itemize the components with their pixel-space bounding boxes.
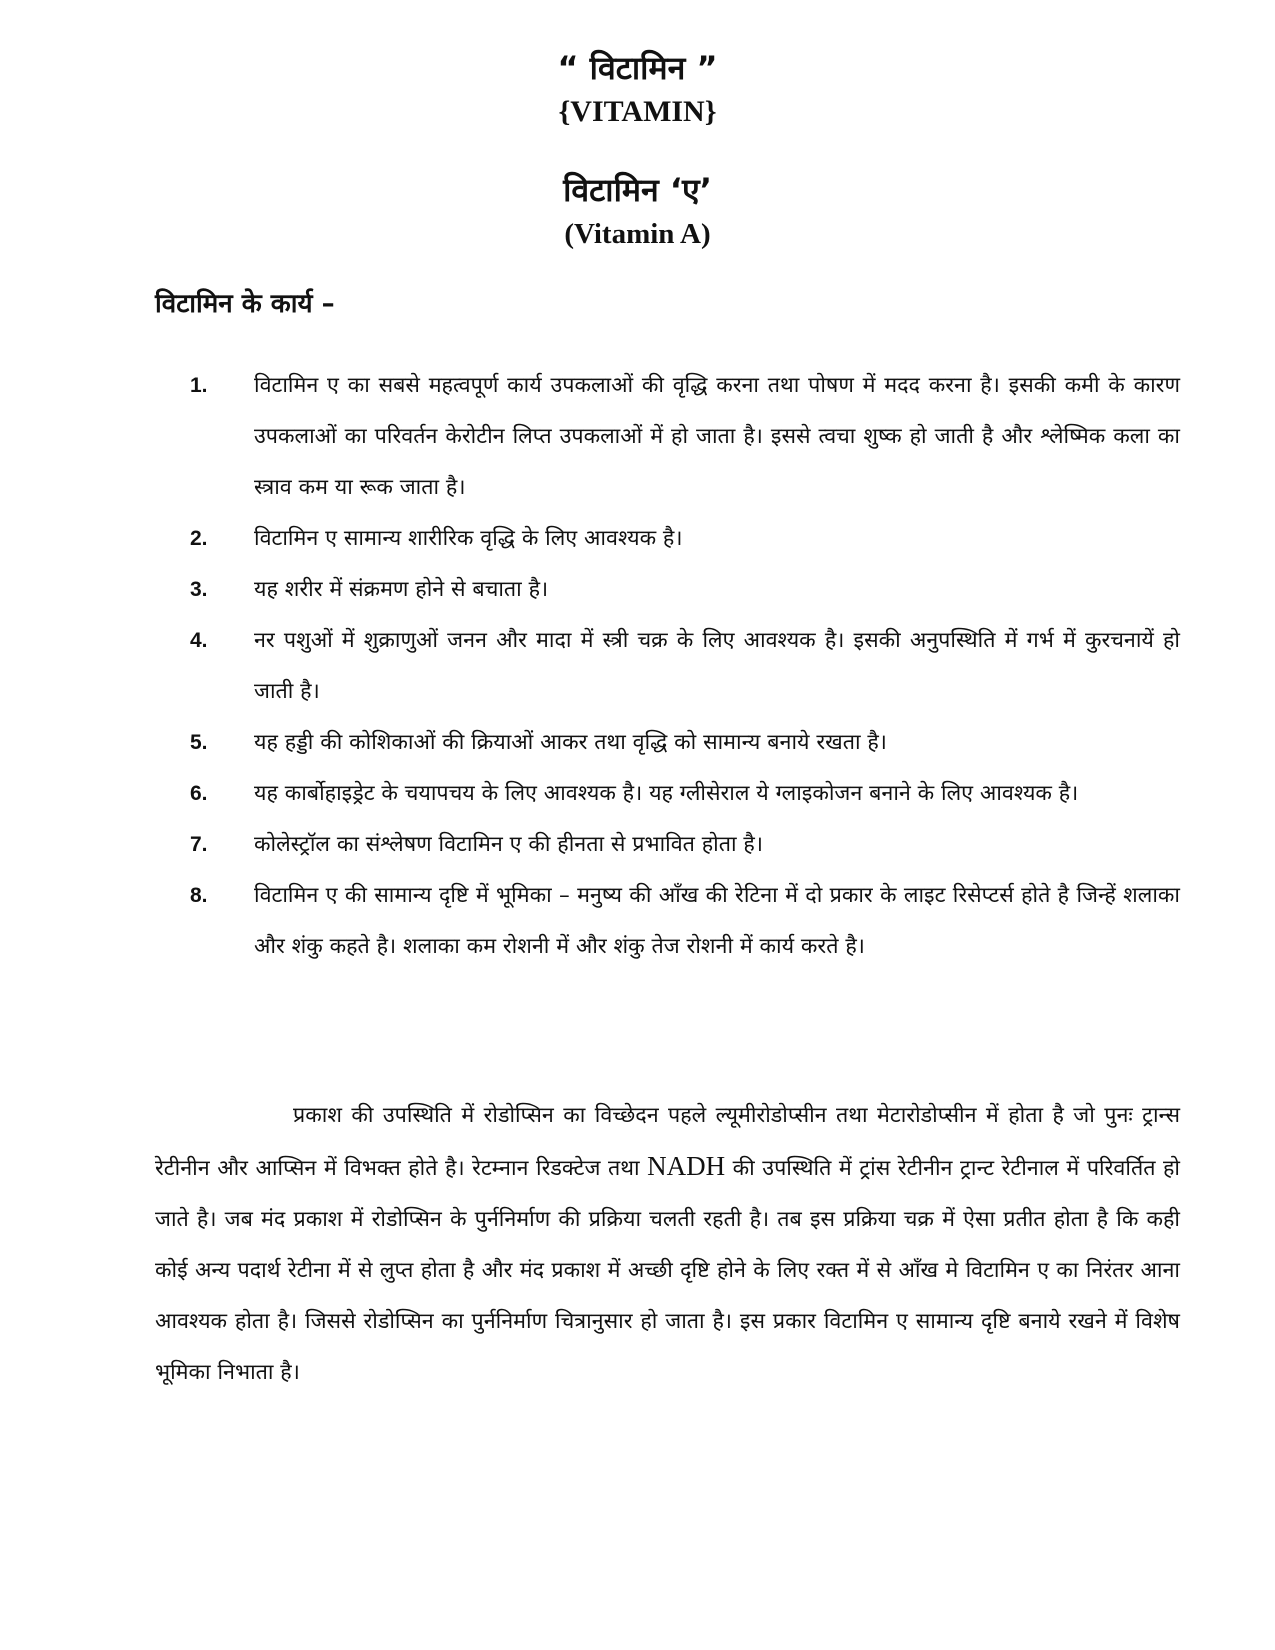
document-title-hindi: “ विटामिन ”	[557, 49, 718, 87]
list-item-text: नर पशुओं में शुक्राणुओं जनन और मादा में स्त्री चक्र के लिए आवश्यक है। इसकी अनुपस्थिति में गर्भ में कुरचनायें हो जाती है।	[254, 628, 1180, 704]
list-item-text: कोलेस्ट्रॉल का संश्लेषण विटामिन ए की हीनता से प्रभावित होता है।	[254, 832, 763, 857]
list-item-number: 3.	[190, 578, 208, 601]
list-item	[190, 564, 1180, 615]
list-item-text: यह कार्बोहाइड्रेट के चयापचय के लिए आवश्यक है। यह ग्लीसेराल ये ग्लाइकोजन बनाने के लिए आवश्यक है।	[254, 781, 1079, 806]
list-item-number: 4.	[190, 629, 208, 652]
list-item-number: 8.	[190, 884, 208, 907]
list-item-number: 6.	[190, 782, 208, 805]
list-item-text: विटामिन ए सामान्य शारीरिक वृद्धि के लिए आवश्यक है।	[254, 526, 683, 551]
list-item	[190, 768, 1180, 819]
list-item-number: 1.	[190, 374, 208, 397]
list-item-number: 7.	[190, 833, 208, 856]
functions-list	[190, 360, 1180, 972]
list-item	[190, 819, 1180, 870]
list-item-text: यह शरीर में संक्रमण होने से बचाता है।	[254, 577, 549, 602]
nadh-term: NADH	[647, 1151, 726, 1181]
list-item	[190, 870, 1180, 972]
section-title-english: (Vitamin A)	[564, 218, 711, 250]
paragraph-text: प्रकाश की उपस्थिति में रोडोप्सिन का विच्छेदन पहले ल्यूमीरोडोप्सीन तथा मेटारोडोप्सीन में होता है जो पुनः ट्रान्स रेटीनीन और आप्सिन में विभक्त होते है। रेटम्नान रिडक्टेज तथा	[155, 1103, 1180, 1181]
functions-heading: विटामिन के कार्य –	[155, 289, 335, 319]
list-item	[190, 513, 1180, 564]
document-title-english: {VITAMIN}	[558, 95, 717, 128]
list-item	[190, 717, 1180, 768]
paragraph-text: की उपस्थिति में ट्रांस रेटीनीन ट्रान्ट रेटीनाल में परिवर्तित हो जाते है। जब मंद प्रकाश में रोडोप्सिन के पुर्ननिर्माण की प्रक्रिया चलती रहती है। तब इस प्रक्रिया चक्र में ऐसा प्रतीत होता है कि कही कोई अन्य पदार्थ रेटीना में से लुप्त होता है और मंद प्रकाश में अच्छी दृष्टि होने के लिए रक्त में से आँख मे विटामिन ए का निरंतर आना आवश्यक होता है। जिससे रोडोप्सिन का पुर्ननिर्माण चित्रानुसार हो जाता है। इस प्रकार विटामिन ए सामान्य दृष्टि बनाये रखने में विशेष भूमिका निभाता है।	[155, 1156, 1180, 1385]
list-item-text: यह हड्डी की कोशिकाओं की क्रियाओं आकर तथा वृद्धि को सामान्य बनाये रखता है।	[254, 730, 887, 755]
section-title-hindi: विटामिन ‘ए’	[563, 171, 712, 209]
list-item-number: 2.	[190, 527, 208, 550]
list-item-number: 5.	[190, 731, 208, 754]
list-item	[190, 360, 1180, 513]
list-item-text: विटामिन ए का सबसे महत्वपूर्ण कार्य उपकलाओं की वृद्धि करना तथा पोषण में मदद करना है। इसकी कमी के कारण उपकलाओं का परिवर्तन केरोटीन लिप्त उपकलाओं में हो जाता है। इससे त्वचा शुष्क हो जाती है और श्लेष्मिक कला का स्त्राव कम या रूक जाता है।	[254, 373, 1180, 500]
list-item-text: विटामिन ए की सामान्य दृष्टि में भूमिका – मनुष्य की आँख की रेटिना में दो प्रकार के लाइट रिसेप्टर्स होते है जिन्हें शलाका और शंकु कहते है। शलाका कम रोशनी में और शंकु तेज रोशनी में कार्य करते है।	[254, 883, 1180, 959]
body-paragraph	[155, 1090, 1180, 1398]
list-item	[190, 615, 1180, 717]
